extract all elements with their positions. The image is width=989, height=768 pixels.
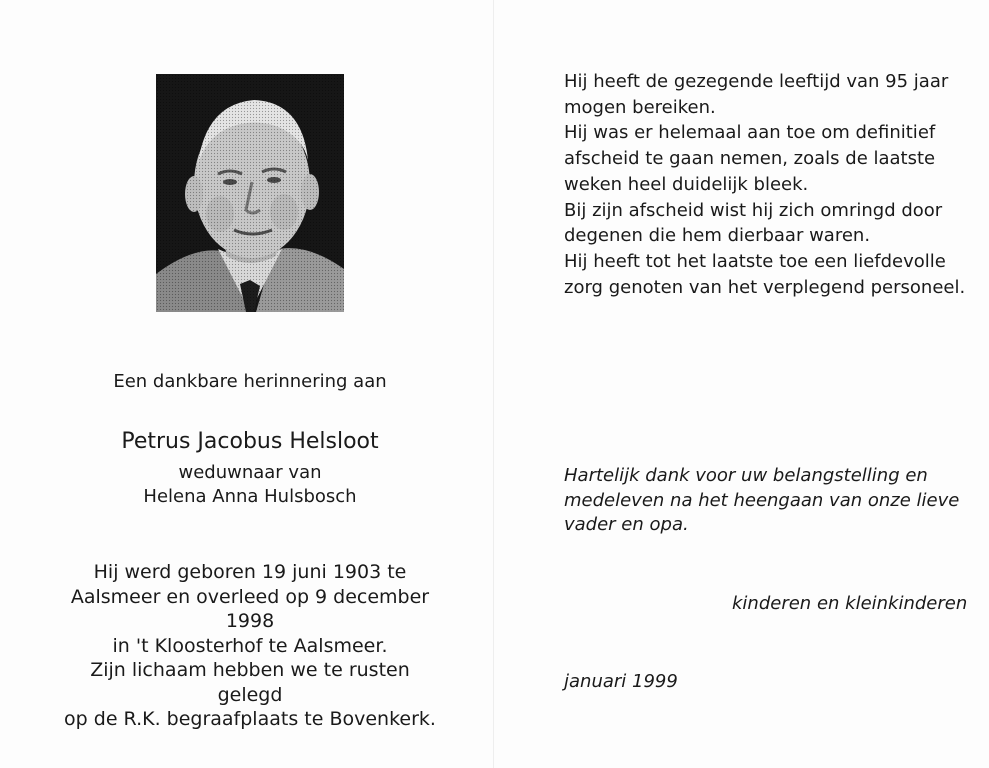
- main-line: weken heel duidelijk bleek.: [564, 173, 809, 195]
- main-line: Bij zijn afscheid wist hij zich omringd door: [564, 199, 943, 221]
- bio-line: Aalsmeer en overleed op 9 december 1998: [70, 585, 430, 632]
- bio-line: Hij werd geboren 19 juni 1903 te: [93, 561, 407, 583]
- main-line: Hij heeft de gezegende leeftijd van 95 jaar: [564, 71, 949, 92]
- main-text: [564, 69, 965, 300]
- main-line: degenen die hem dierbaar waren.: [564, 225, 871, 247]
- bio-line: op de R.K. begraafplaats te Bovenkerk.: [64, 708, 436, 730]
- main-line: zorg genoten van het verplegend personeel.: [564, 276, 966, 298]
- widow-of-label: weduwnaar van: [178, 462, 322, 483]
- biography: [60, 560, 440, 732]
- main-line: Hij heeft tot het laatste toe een liefdevolle: [564, 250, 946, 272]
- card-date: januari 1999: [564, 671, 678, 692]
- main-line: Hij was er helemaal aan toe om definitief: [564, 122, 936, 144]
- portrait-photo: [156, 74, 344, 312]
- thanks-line: medeleven na het heengaan van onze lieve: [564, 489, 960, 511]
- main-line: mogen bereiken.: [564, 96, 716, 118]
- main-line: afscheid te gaan nemen, zoals de laatste: [564, 148, 936, 170]
- thanks-line: Hartelijk dank voor uw belangstelling en: [564, 465, 928, 486]
- thanks-text: [564, 464, 959, 538]
- left-panel: [0, 0, 493, 768]
- bio-line: in 't Kloosterhof te Aalsmeer.: [112, 634, 388, 657]
- intro-text: Een dankbare herinnering aan: [113, 371, 387, 392]
- portrait-illustration: [156, 74, 344, 312]
- thanks-line: vader en opa.: [564, 514, 689, 535]
- deceased-name: Petrus Jacobus Helsloot: [121, 429, 379, 454]
- bio-line: Zijn lichaam hebben we te rusten gelegd: [90, 659, 410, 706]
- signoff: kinderen en kleinkinderen: [732, 593, 968, 614]
- spouse-name: Helena Anna Hulsbosch: [143, 486, 357, 507]
- right-panel: [494, 0, 989, 768]
